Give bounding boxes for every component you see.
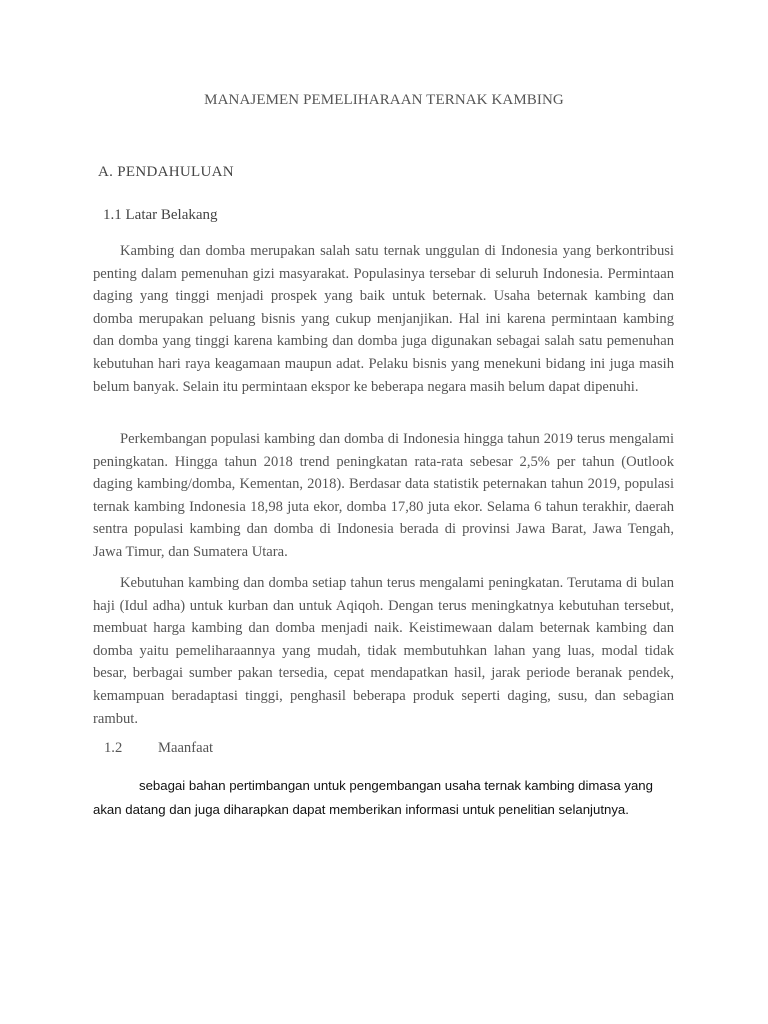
subsection-number: 1.2	[104, 740, 123, 756]
paragraph-1	[93, 240, 674, 398]
paragraph-3-text: Kebutuhan kambing dan domba setiap tahun terus mengalami peningkatan. Terutama di bulan haji (Idul adha) untuk kurban dan untuk Aqiqoh. Dengan terus meningkatnya kebutuhan tersebut, membuat harga kambing dan domba menjadi naik. Keistimewaan dalam beternak kambing dan domba yaitu pemeliharaannya yang mudah, tidak membutuhkan lahan yang luas, modal tidak besar, berbagai sumber pakan tersedia, cepat mendapatkan hasil, jarak periode beranak pendek, kemampuan beradaptasi tinggi, penghasil beberapa produk seperti daging, susu, dan sebagian rambut.	[93, 575, 674, 727]
section-heading-pendahuluan: A. PENDAHULUAN	[98, 164, 234, 180]
benefit-paragraph-text: sebagai bahan pertimbangan untuk pengembangan usaha ternak kambing dimasa yang akan datang dan juga diharapkan dapat memberikan informasi untuk penelitian selanjutnya.	[93, 778, 653, 817]
subsection-heading-manfaat	[104, 740, 213, 757]
paragraph-3	[93, 572, 674, 730]
paragraph-1-text: Kambing dan domba merupakan salah satu ternak unggulan di Indonesia yang berkontribusi penting dalam pemenuhan gizi masyarakat. Populasinya tersebar di seluruh Indonesia. Permintaan daging yang tinggi menjadi prospek yang baik untuk beternak. Usaha beternak kambing dan domba merupakan peluang bisnis yang cukup menjanjikan. Hal ini karena permintaan kambing dan domba yang tinggi karena kambing dan domba juga digunakan sebagai salah satu pemenuhan kebutuhan hari raya keagamaan maupun adat. Pelaku bisnis yang menekuni bidang ini juga masih belum banyak. Selain itu permintaan ekspor ke beberapa negara masih belum dapat dipenuhi.	[93, 243, 674, 395]
paragraph-2	[93, 428, 674, 564]
subsection-label: Maanfaat	[158, 740, 214, 756]
benefit-paragraph	[93, 774, 683, 822]
document-title: MANAJEMEN PEMELIHARAAN TERNAK KAMBING	[204, 92, 564, 108]
paragraph-2-text: Perkembangan populasi kambing dan domba di Indonesia hingga tahun 2019 terus mengalami peningkatan. Hingga tahun 2018 trend peningkatan rata-rata sebesar 2,5% per tahun (Outlook daging kambing/domba, Kementan, 2018). Berdasar data statistik peternakan tahun 2019, populasi ternak kambing Indonesia 18,98 juta ekor, domba 17,80 juta ekor. Selama 6 tahun terakhir, daerah sentra populasi kambing dan domba di Indonesia berada di provinsi Jawa Barat, Jawa Tengah, Jawa Timur, dan Sumatera Utara.	[93, 431, 674, 560]
subsection-heading-latar-belakang: 1.1 Latar Belakang	[103, 207, 218, 223]
